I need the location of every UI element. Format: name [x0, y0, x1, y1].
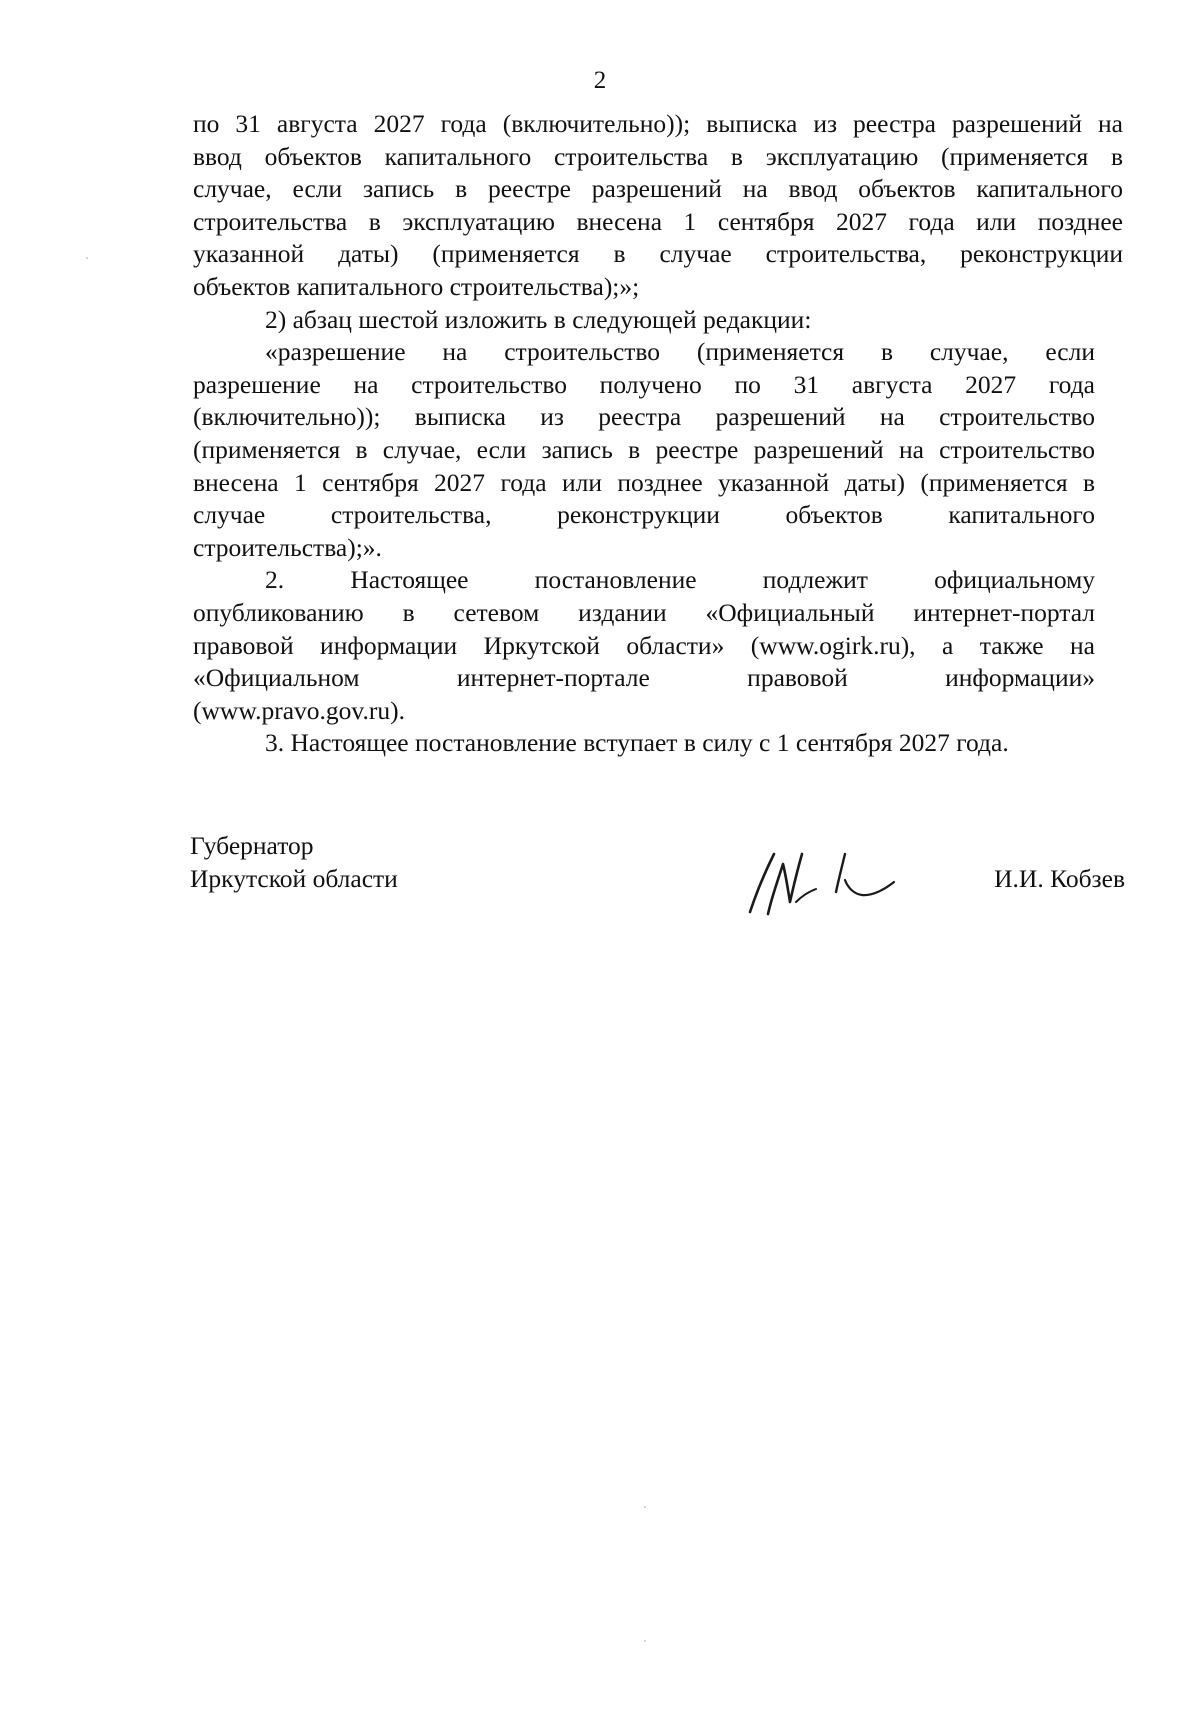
text-line: случае строительства, реконструкции объектов капитального — [193, 500, 1095, 530]
paragraph-quoted-amendment — [193, 336, 1095, 564]
text-line: ввод объектов капитального строительства в эксплуатацию (применяется в — [193, 141, 1123, 171]
text-line: «разрешение на строительство (применяется в случае, если — [265, 337, 1095, 367]
text-line: случае, если запись в реестре разрешений на ввод объектов капитального — [193, 174, 1123, 204]
signatory-position — [190, 830, 398, 895]
signature-block — [190, 830, 1130, 940]
text-line: 2) абзац шестой изложить в следующей редакции: — [265, 304, 812, 334]
paragraph-continuation — [193, 108, 1123, 304]
text-line: объектов капитального строительства);»; — [193, 271, 640, 301]
signatory-name: И.И. Кобзев — [994, 864, 1125, 893]
text-line: строительства);». — [193, 532, 382, 562]
page-number: 2 — [593, 67, 607, 94]
text-line: (включительно)); выписка из реестра разрешений на строительство — [193, 402, 1095, 432]
text-line: разрешение на строительство получено по 31 августа 2027 года — [193, 369, 1095, 399]
text-line: правовой информации Иркутской области» (www.ogirk.ru), а также на — [193, 630, 1095, 660]
paragraph-clause-2 — [193, 564, 1095, 727]
paragraph-item-2 — [193, 304, 1123, 337]
text-line: «Официальном интернет-портале правовой информации» — [193, 663, 1095, 693]
scan-speck — [644, 1640, 646, 1642]
text-line: (www.pravo.gov.ru). — [193, 695, 405, 725]
text-line: опубликованию в сетевом издании «Официальный интернет-портал — [193, 597, 1095, 627]
text-line: по 31 августа 2027 года (включительно)); выписка из реестра разрешений на — [193, 109, 1123, 138]
scan-speck — [86, 257, 88, 259]
handwritten-signature-icon — [738, 832, 918, 922]
paragraph-clause-3 — [193, 727, 1123, 760]
signatory-position-line: Губернатор — [190, 831, 314, 860]
text-line: указанной даты) (применяется в случае строительства, реконструкции — [193, 239, 1123, 269]
text-line: строительства в эксплуатацию внесена 1 сентября 2027 года или позднее — [193, 206, 1123, 236]
document-body — [193, 108, 1123, 760]
text-line: 3. Настоящее постановление вступает в силу с 1 сентября 2027 года. — [265, 728, 1009, 758]
text-line: внесена 1 сентября 2027 года или позднее указанной даты) (применяется в — [193, 467, 1095, 497]
scan-speck — [644, 1506, 646, 1508]
signatory-position-line: Иркутской области — [190, 863, 398, 893]
text-line: 2. Настоящее постановление подлежит официальному — [265, 565, 1095, 595]
text-line: (применяется в случае, если запись в реестре разрешений на строительство — [193, 434, 1095, 464]
